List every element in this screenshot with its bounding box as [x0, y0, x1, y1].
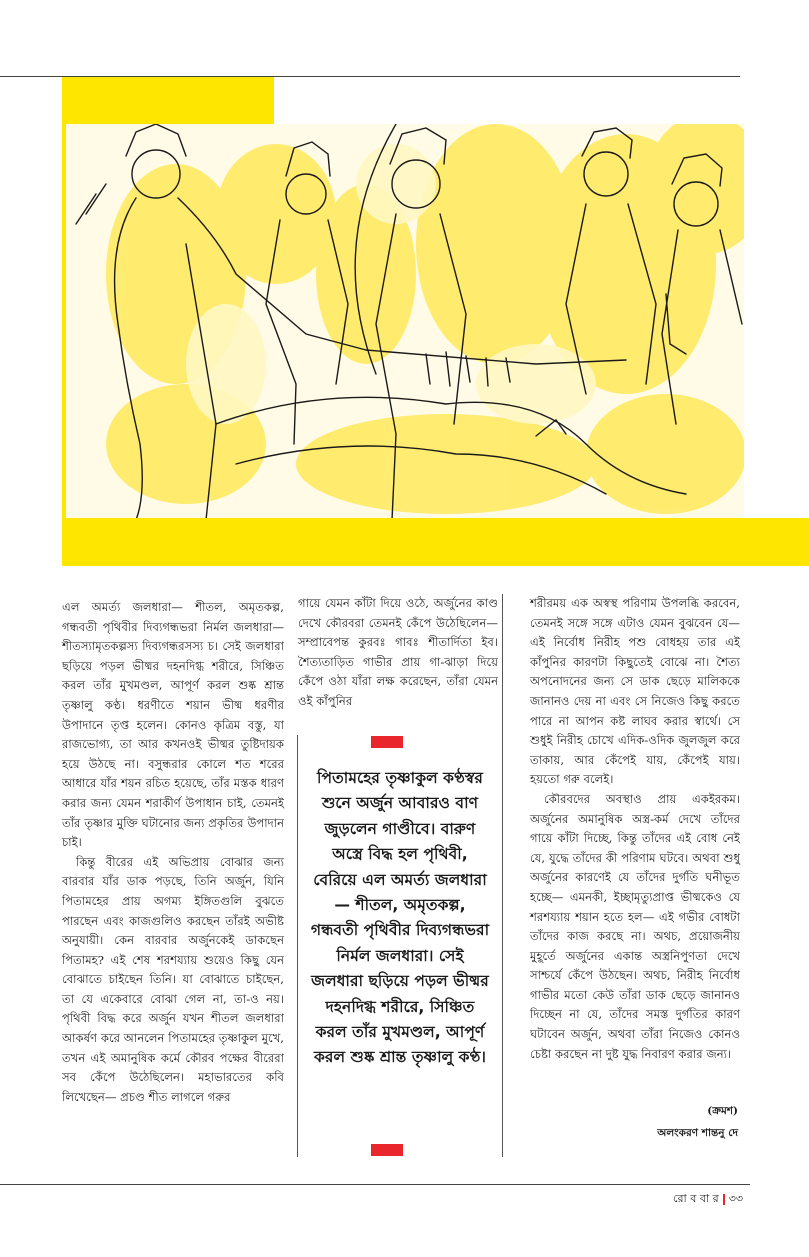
article-paragraph: শরীরময় এক অস্বস্থ পরিণাম উপলব্ধি করবেন, তেমনই সঙ্গে সঙ্গে এটাও যেমন বুঝবেন যে— এই নির্বোধ নিরীহ পশু বোধহয় তার এই কাঁপুনির কারণটা কিছুতেই বোঝে না। শৈত্য অপনোদনের জন্য সে ডাক ছেড়ে মালিককে জানানও দেয় না এবং সে নিজেও কিছু করতে পারে না আপন কষ্ট লাঘব করার স্বার্থে। সে শুধুই নিরীহ চোখে এদিক-ওদিক জুলজুল করে তাকায়, আর কেঁপেই যায়, কেঁপেই যায়। হয়তো গরু বলেই। — [530, 596, 740, 787]
article-paragraph: কৌরবদের অবস্থাও প্রায় একইরকম। অর্জুনের অমানুষিক অস্ত্র-কর্ম দেখে তাঁদের গায়ে কাঁটা দিচ্ছে, কিন্তু তাঁদের এই বোধ নেই যে, যুদ্ধে তাঁদের কী পরিণাম ঘটবে। অথবা শুধু অর্জুনের কারণেই যে তাঁদের দুর্গতি ঘনীভূত হচ্ছে— এমনকী, ইচ্ছামৃত্যুপ্রাপ্ত ভীষ্মকেও যে শরশয্যায় শয়ান হতে হল— এই গভীর বোধটা তাঁদের কাজ করছে না। অথচ, প্রয়োজনীয় মুহূর্তে অর্জুনের একান্ত অস্ত্রনিপুণতা দেখে সাশ্চর্যে কেঁপে উঠছেন। অথচ, নিরীহ নির্বোধ গাভীর মতো কেউ তাঁরা ডাক ছেড়ে জানানও দিচ্ছেন না যে, তাঁদের সমস্ত দুর্গতির কারণ ঘটাবেন অর্জুন, অথবা তাঁরা নিজেও কোনও চেষ্টা করছেন না দুষ্ট যুদ্ধ নিবারণ করার জন্য। — [530, 791, 740, 1061]
article-column-2 — [298, 594, 498, 712]
page-number: ৩৩ — [728, 1192, 743, 1205]
yellow-accent-bar — [62, 518, 809, 566]
article-column-1 — [62, 598, 284, 1107]
page-footer — [673, 1190, 743, 1209]
pullquote-bottom-marker — [371, 1144, 403, 1156]
yellow-accent-block — [62, 77, 274, 125]
column-divider-right — [502, 594, 503, 1157]
footer-separator — [723, 1194, 725, 1205]
article-paragraph: এল অমর্ত্য জলধারা— শীতল, অমৃতকল্প, গন্ধবতী পৃথিবীর দিব্যগন্ধভরা নির্মল জলধারা— শীতস্যামৃতকল্পস্য দিব্যগন্ধরসস্য চ। সেই জলধারা ছড়িয়ে পড়ল ভীষ্মর দহনদিগ্ধ শরীরে, সিঞ্চিত করল তাঁর মুখমণ্ডল, আপূর্ণ করল শুষ্ক শ্রান্ত তৃষ্ণালু কণ্ঠ। ধরণীতে শয়ান ভীষ্ম ধরণীর উপাদানে তৃপ্ত হলেন। কোনও কৃত্রিম বস্তু, যা রাজভোগ্য, তা আর কখনওই ভীষ্মর তুষ্টিদায়ক হয়ে উঠছে না। বসুন্ধরার কোলে শত শরের আধারে যাঁর শয়ন রচিত হয়েছে, তাঁর মস্তক ধারণ করার জন্য যেমন শরাকীর্ণ উপাধান চাই, তেমনই তাঁর তৃষ্ণার মুক্তি ঘটানোর জন্য প্রকৃতির উপাদান চাই। — [62, 600, 284, 850]
pullquote-top-marker — [371, 736, 403, 748]
article-paragraph: কিন্তু বীরের এই অভিপ্রায় বোঝার জন্য বারবার যাঁর ডাক পড়ছে, তিনি অর্জুন, যিনি পিতামহের প্রায় অগম্য ইঙ্গিতগুলি বুঝতে পারছেন এবং কাজগুলিও করছেন তাঁরই অভীষ্ট অনুযায়ী। কেন বারবার অর্জুনকেই ডাকছেন পিতামহ? এই শেষ শরশয্যায় শুয়েও কিছু যেন বোঝাতে চাইছেন তিনি। যা বোঝাতে চাইছেন, তা যে একেবারে বোঝা গেল না, তা-ও নয়। পৃথিবী বিদ্ধ করে অর্জুন যখন শীতল জলধারা আকর্ষণ করে আনলেন পিতামহের তৃষ্ণাকুল মুখে, তখন এই অমানুষিক কর্মে কৌরব পক্ষের বীরেরা সব কেঁপে উঠেছিলেন। মহাভারতের কবি লিখেছেন— প্রচণ্ড শীত লাগলে গরুর — [62, 854, 284, 1104]
mahabharata-sketch-image — [66, 124, 744, 520]
article-paragraph: গায়ে যেমন কাঁটা দিয়ে ওঠে, অর্জুনের কাণ্ড দেখে কৌরবরা তেমনই কেঁপে উঠেছিলেন— সম্প্রাবেপন্ত কুরবঃ গাবঃ শীতার্দিতা ইব। শৈত্যতাড়িত গাভীর প্রায় গা-ঝাড়া দিয়ে কেঁপে ওঠা যাঁরা লক্ষ করেছেন, তাঁরা যেমন ওই কাঁপুনির — [298, 596, 498, 708]
article-column-3 — [530, 594, 740, 1064]
illustration-credit: অলংকরণ শান্তনু দে — [657, 1127, 738, 1139]
illustration — [66, 124, 744, 520]
column-divider-left — [297, 735, 298, 1157]
bottom-rule — [0, 1184, 750, 1185]
continued-label: (ক্রমশ) — [707, 1105, 738, 1117]
pull-quote: পিতামহের তৃষ্ণাকুল কণ্ঠস্বর শুনে অর্জুন আবারও বাণ জুড়লেন গাণ্ডীবে। বারুণ অস্ত্রে বিদ্ধ হল পৃথিবী, বেরিয়ে এল অমর্ত্য জলধারা— শীতল, অমৃতকল্প, গন্ধবতী পৃথিবীর দিব্যগন্ধভরা নির্মল জলধারা। সেই জলধারা ছড়িয়ে পড়ল ভীষ্মর দহনদিগ্ধ শরীরে, সিঞ্চিত করল তাঁর মুখমণ্ডল, আপূর্ণ করল শুষ্ক শ্রান্ত তৃষ্ণালু কণ্ঠ। — [310, 769, 490, 1067]
magazine-name: রো ব বা র — [673, 1192, 719, 1205]
